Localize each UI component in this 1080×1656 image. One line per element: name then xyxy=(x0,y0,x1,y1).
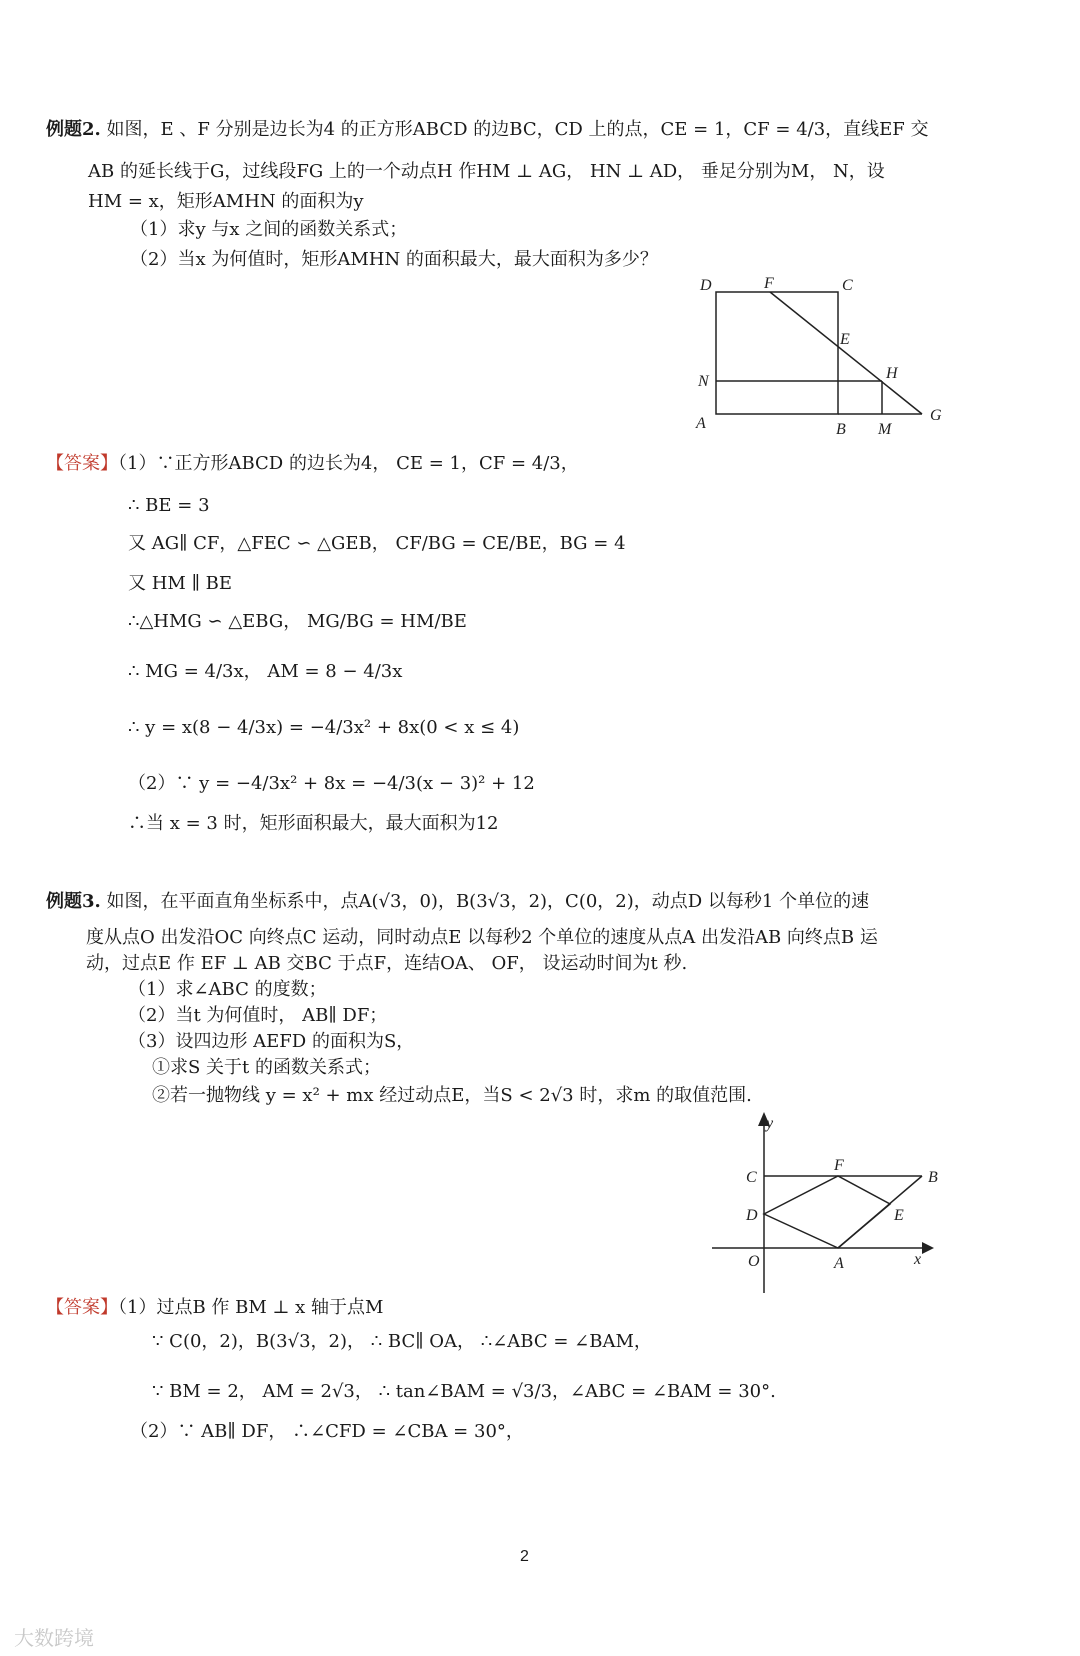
label-O: O xyxy=(748,1253,760,1270)
quad-aefd xyxy=(764,1176,890,1248)
ans2-line7: ∴ y = x(8 − 4/3x) = −4/3x² + 8x(0 < x ≤ 4) xyxy=(128,717,520,738)
ans2-tag: 【答案】 xyxy=(46,453,118,474)
ex3-line1 xyxy=(46,890,869,914)
ans2-line6: ∴ MG = 4/3x， AM = 8 − 4/3x xyxy=(128,661,403,682)
ans3-tag: 【答案】 xyxy=(46,1297,118,1318)
ans2-line9: ∴当 x = 3 时，矩形面积最大，最大面积为12 xyxy=(128,813,499,834)
ex2-title: 例题2. xyxy=(46,119,101,140)
ans3-line3: ∵ BM = 2， AM = 2√3， ∴ tan∠BAM = √3/3，∠ABC = ∠BAM = 30°. xyxy=(152,1381,776,1402)
ex3-text-1: 如图，在平面直角坐标系中，点A(√3，0)，B(3√3，2)，C(0，2)，动点D 以每秒1 个单位的速 xyxy=(106,891,870,912)
ans3-line2: ∵ C(0，2)，B(3√3，2)， ∴ BC∥ OA， ∴∠ABC = ∠BAM， xyxy=(152,1331,652,1352)
ans2-line5: ∴△HMG ∽ △EBG， MG/BG = HM/BE xyxy=(128,611,467,632)
ex3-question-5: ②若一抛物线 y = x² + mx 经过动点E，当S < 2√3 时，求m 的取值范围. xyxy=(152,1085,752,1106)
label-x: x xyxy=(914,1251,922,1268)
label-F: F xyxy=(834,1157,844,1174)
ex3-line2: 度从点O 出发沿OC 向终点C 运动，同时动点E 以每秒2 个单位的速度从点A 出发沿AB 向终点B 运 xyxy=(86,927,878,948)
ex2-line1 xyxy=(46,118,929,142)
label-H: H xyxy=(886,365,898,382)
label-D: D xyxy=(700,277,712,294)
ex2-line2: AB 的延长线于G，过线段FG 上的一个动点H 作HM ⊥ AG， HN ⊥ AD， 垂足分别为M， N，设 xyxy=(88,161,885,182)
ex2-question-1: （1）求y 与x 之间的函数关系式； xyxy=(130,219,408,240)
ans2-text-1: （1）∵正方形ABCD 的边长为4， CE = 1，CF = 4/3， xyxy=(118,453,579,474)
ans2-line4: 又 HM ∥ BE xyxy=(128,573,232,594)
ex2-question-2: （2）当x 为何值时，矩形AMHN 的面积最大，最大面积为多少？ xyxy=(130,249,658,270)
line-fg xyxy=(770,292,922,414)
ex3-question-3: （3）设四边形 AEFD 的面积为S， xyxy=(128,1031,415,1052)
label-B: B xyxy=(928,1169,938,1186)
label-C: C xyxy=(842,277,853,294)
ex2-text-1: 如图，E 、F 分别是边长为4 的正方形ABCD 的边BC，CD 上的点，CE = 1，CF = 4/3，直线EF 交 xyxy=(106,119,929,140)
label-E: E xyxy=(894,1207,904,1224)
ans3-line1 xyxy=(46,1296,383,1320)
label-A: A xyxy=(834,1255,844,1272)
ans3-line4: （2）∵ AB∥ DF， ∴∠CFD = ∠CBA = 30°， xyxy=(130,1421,524,1442)
ex2-figure xyxy=(690,270,960,440)
label-G: G xyxy=(930,407,942,424)
ans3-text-1: （1）过点B 作 BM ⊥ x 轴于点M xyxy=(118,1297,384,1318)
label-E: E xyxy=(840,331,850,348)
x-axis-arrow xyxy=(922,1242,934,1254)
label-y: y xyxy=(766,1115,774,1132)
label-B: B xyxy=(836,421,846,438)
label-N: N xyxy=(698,373,709,390)
ex3-line3: 动，过点E 作 EF ⊥ AB 交BC 于点F，连结OA、 OF， 设运动时间为t 秒. xyxy=(86,953,688,974)
ans2-line1 xyxy=(46,452,579,476)
ex3-question-2: （2）当t 为何值时， AB∥ DF； xyxy=(128,1005,388,1026)
label-C: C xyxy=(746,1169,757,1186)
watermark: 大数跨境 xyxy=(14,1626,94,1650)
label-M: M xyxy=(878,421,892,438)
page-number: 2 xyxy=(520,1548,529,1565)
ex3-figure xyxy=(700,1108,960,1298)
ans2-line3: 又 AG∥ CF，△FEC ∽ △GEB， CF/BG = CE/BE，BG = 4 xyxy=(128,533,626,554)
square-abcd xyxy=(716,292,838,414)
label-A: A xyxy=(696,415,706,432)
label-F: F xyxy=(764,275,774,292)
ex3-question-4: ①求S 关于t 的函数关系式； xyxy=(152,1057,382,1078)
ans2-line2: ∴ BE = 3 xyxy=(128,495,210,516)
ex2-line3: HM = x，矩形AMHN 的面积为y xyxy=(88,191,364,212)
ans2-line8: （2）∵ y = −4/3x² + 8x = −4/3(x − 3)² + 12 xyxy=(128,773,535,794)
label-D: D xyxy=(746,1207,758,1224)
ex3-question-1: （1）求∠ABC 的度数； xyxy=(128,979,327,1000)
ex3-title: 例题3. xyxy=(46,891,101,912)
